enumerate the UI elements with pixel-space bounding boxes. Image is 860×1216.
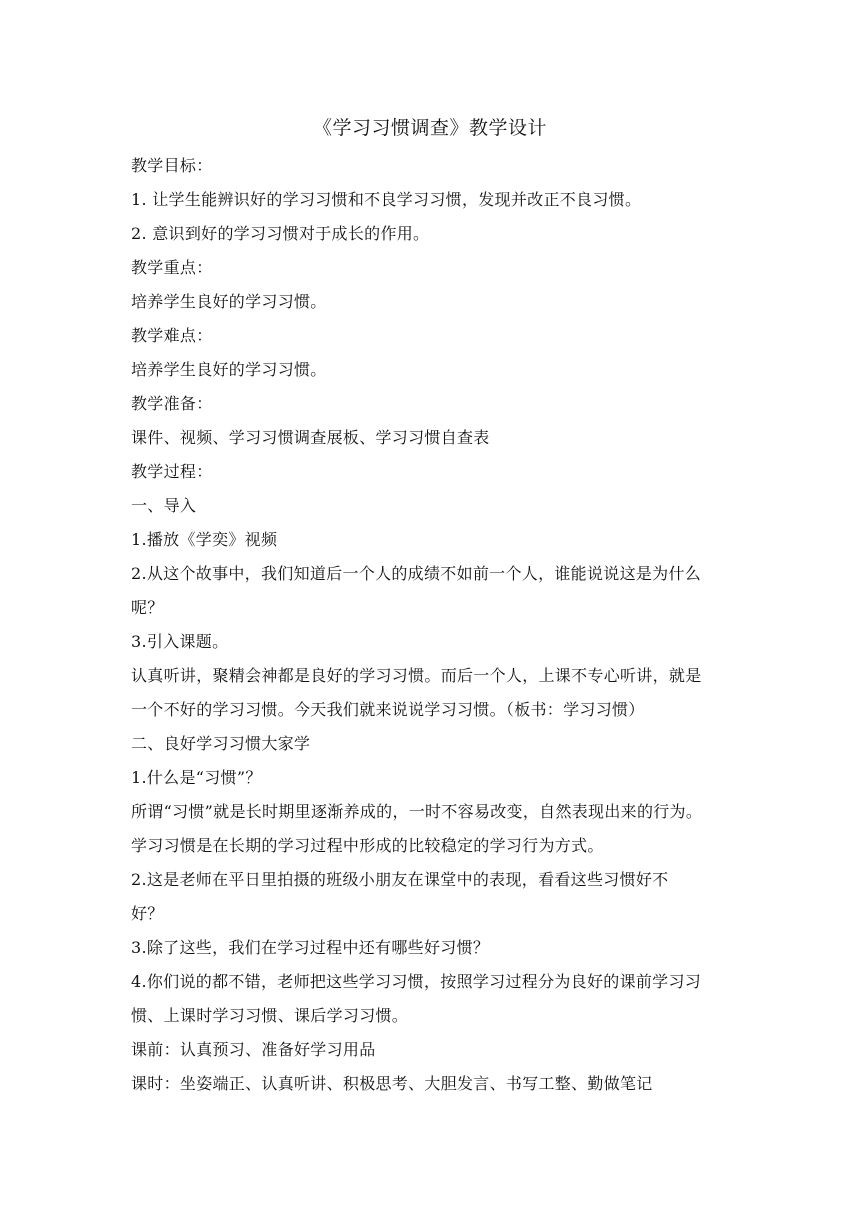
text-line: 呢？ [131, 598, 164, 617]
text-line: 2. 意识到好的学习习惯对于成长的作用。 [131, 224, 430, 243]
text-line: 课时：坐姿端正、认真听讲、积极思考、大胆发言、书写工整、勤做笔记 [131, 1074, 653, 1093]
text-line: 二、良好学习习惯大家学 [131, 734, 311, 753]
text-line: 3.引入课题。 [131, 632, 229, 651]
document-title: 《学习习惯调查》教学设计 [312, 117, 547, 139]
text-line: 学习习惯是在长期的学习过程中形成的比较稳定的学习行为方式。 [131, 836, 604, 855]
text-line: 教学目标： [131, 156, 213, 175]
text-line: 好？ [131, 904, 164, 923]
text-line: 4.你们说的都不错，老师把这些学习习惯，按照学习过程分为良好的课前学习习 [131, 972, 702, 991]
document-body [131, 149, 732, 1101]
text-line: 一、导入 [131, 496, 197, 515]
text-line: 1.播放《学奕》视频 [131, 530, 278, 549]
text-line: 培养学生良好的学习习惯。 [131, 292, 327, 311]
text-line: 课前：认真预习、准备好学习用品 [131, 1040, 376, 1059]
text-line: 1.什么是“习惯”？ [131, 768, 262, 787]
text-line: 惯、上课时学习习惯、课后学习习惯。 [131, 1006, 409, 1025]
text-line: 培养学生良好的学习习惯。 [131, 360, 327, 379]
text-line: 2.从这个故事中，我们知道后一个人的成绩不如前一个人，谁能说说这是为什么 [131, 564, 702, 583]
text-line: 2.这是老师在平日里拍摄的班级小朋友在课堂中的表现，看看这些习惯好不 [131, 870, 669, 889]
text-line: 认真听讲，聚精会神都是良好的学习习惯。而后一个人，上课不专心听讲，就是 [131, 666, 702, 685]
text-line: 3.除了这些，我们在学习过程中还有哪些好习惯？ [131, 938, 490, 957]
text-line: 课件、视频、学习习惯调查展板、学习习惯自查表 [131, 428, 490, 447]
text-line: 教学准备： [131, 394, 213, 413]
text-line: 教学重点： [131, 258, 213, 277]
text-line: 1. 让学生能辨识好的学习习惯和不良学习习惯，发现并改正不良习惯。 [131, 190, 642, 209]
text-line: 教学难点： [131, 326, 213, 345]
text-line: 所谓“习惯”就是长时期里逐渐养成的，一时不容易改变，自然表现出来的行为。 [131, 802, 703, 821]
text-line: 一个不好的学习习惯。今天我们就来说说学习习惯。（板书：学习习惯） [131, 700, 645, 719]
text-line: 教学过程： [131, 462, 213, 481]
